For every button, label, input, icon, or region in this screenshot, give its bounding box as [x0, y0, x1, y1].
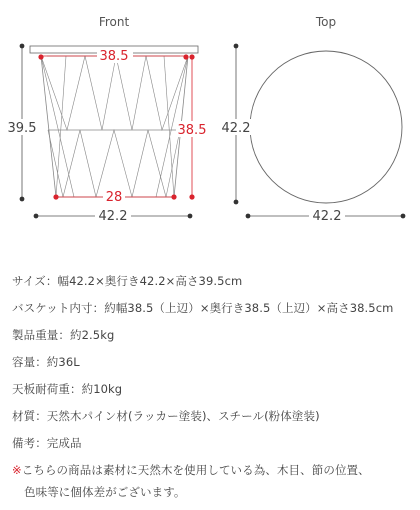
dim-dot	[38, 54, 43, 59]
note-mark: ※	[12, 463, 22, 477]
note-text-1: こちらの商品は素材に天然木を使用している為、木目、節の位置、	[21, 463, 370, 477]
dim-dot	[234, 44, 239, 49]
front-view-label: Front	[98, 15, 130, 29]
dim-dot	[189, 54, 194, 59]
front-width-label: 42.2	[98, 209, 128, 224]
spec-material: 材質：天然木パイン材(ラッカー塗装)、スチール(粉体塗装)	[12, 409, 320, 423]
inner-height-label: 38.5	[177, 123, 207, 138]
dim-dot	[234, 200, 239, 205]
top-view-circle	[250, 51, 402, 203]
dim-dot	[183, 54, 188, 59]
dim-dot	[188, 214, 193, 219]
spec-capacity: 容量：約36L	[12, 355, 80, 369]
top-depth-label: 42.2	[221, 121, 251, 136]
spec-remarks: 備考：完成品	[12, 436, 82, 450]
spec-note-line1	[12, 462, 370, 478]
dim-dot	[20, 44, 25, 49]
top-width-label: 42.2	[312, 209, 342, 224]
spec-weight: 製品重量：約2.5kg	[12, 328, 115, 342]
dim-dot	[20, 197, 25, 202]
dim-dot	[53, 194, 58, 199]
dim-dot	[189, 194, 194, 199]
dim-dot	[246, 214, 251, 219]
spec-size: サイズ：幅42.2×奥行き42.2×高さ39.5cm	[12, 274, 243, 288]
dim-dot	[401, 214, 406, 219]
front-basket-frame	[41, 56, 188, 197]
spec-basket-inner: バスケット内寸：約幅38.5（上辺）×奥行き38.5（上辺）×高さ38.5cm	[12, 301, 394, 315]
dim-dot	[34, 214, 39, 219]
top-view-label: Top	[315, 15, 337, 29]
dim-dot	[171, 194, 176, 199]
top-inner-width-label: 38.5	[99, 49, 129, 64]
outer-height-label: 39.5	[7, 121, 37, 136]
front-basket-zigzag	[41, 56, 188, 197]
spec-load: 天板耐荷重：約10kg	[12, 382, 123, 396]
bottom-inner-width-label: 28	[105, 190, 123, 205]
spec-note-line2: 色味等に個体差がございます。	[24, 485, 186, 499]
